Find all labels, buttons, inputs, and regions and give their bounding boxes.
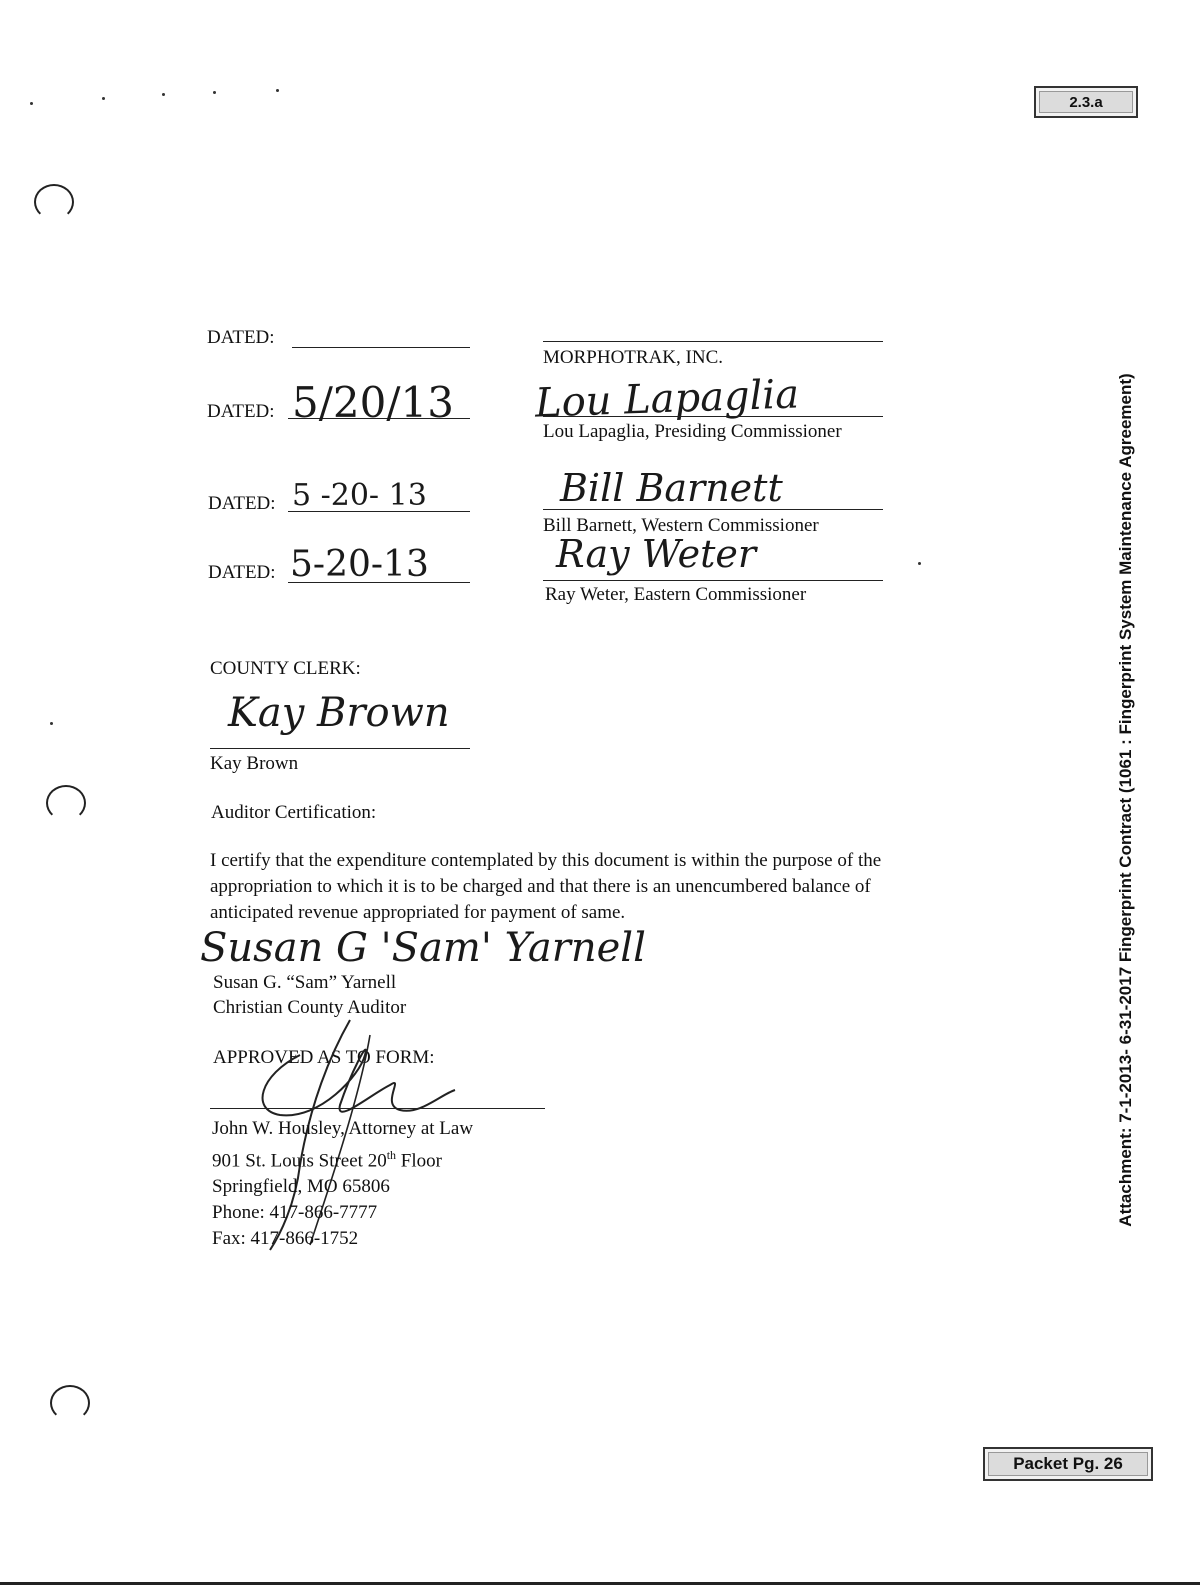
dated-label: DATED: [207,401,275,422]
statement-line: anticipated revenue appropriated for payment of same. [210,902,626,923]
clerk-name: Kay Brown [210,753,299,774]
attorney-phone: Phone: 417-866-7777 [212,1202,378,1224]
address-superscript: th [386,1148,397,1162]
dated-label: DATED: [208,493,276,514]
date-handwritten: 5 -20- 13 [292,478,427,513]
attorney-block [212,1116,473,1252]
signer-caption: Lou Lapaglia, Presiding Commissioner [543,421,842,442]
county-clerk-label: COUNTY CLERK: [210,658,361,679]
scan-speck [276,89,279,92]
address-text: 901 St. Louis Street 20 [212,1150,387,1172]
signer-caption: Ray Weter, Eastern Commissioner [545,584,807,605]
signature-lou-lapaglia: Lou Lapaglia [534,371,800,427]
company-signature-line [543,341,883,342]
scan-speck [50,722,53,725]
date-handwritten: 5-20-13 [290,544,429,585]
packet-page-tag [983,1447,1153,1481]
date-line [292,347,470,348]
clerk-signature-line [210,748,470,749]
attorney-name: John W. Housley, Attorney at Law [212,1118,474,1139]
date-handwritten: 5/20/13 [292,378,454,427]
dated-label: DATED: [207,327,275,348]
attorney-signature-line [210,1108,545,1109]
attorney-fax: Fax: 417-866-1752 [212,1228,359,1250]
signature-susan-yarnell: Susan G 'Sam' Yarnell [200,925,646,971]
company-name: MORPHOTRAK, INC. [543,347,723,368]
page-bottom-edge [0,1582,1200,1585]
address-text-end: Floor [396,1150,442,1172]
signature-ray-weter: Ray Weter [556,532,757,576]
scan-speck [30,102,33,105]
auditor-name: Susan G. “Sam” Yarnell [213,972,397,993]
statement-line: appropriation to which it is to be charged and that there is an unencumbered balance of [210,876,871,897]
auditor-statement [210,848,950,926]
scan-speck [213,91,216,94]
attachment-side-label: Attachment: 7-1-2013- 6-31-2017 Fingerprint Contract (1061 : Fingerprint System Maintenance Agreement) [1116,373,1135,1227]
attorney-address [212,1142,473,1174]
attorney-city: Springfield, MO 65806 [212,1176,390,1198]
signature-bill-barnett: Bill Barnett [560,466,783,510]
statement-line: I certify that the expenditure contemplated by this document is within the purpose of the [210,850,882,871]
page-section-tag-text: 2.3.a [1069,93,1103,111]
approved-label: APPROVED AS TO FORM: [213,1047,435,1068]
signature-kay-brown: Kay Brown [228,690,450,736]
page-section-tag [1034,86,1138,118]
dated-label: DATED: [208,562,276,583]
binder-hole-icon [34,184,74,220]
signer-line [543,580,883,581]
signer-line [543,416,883,417]
scan-speck [102,97,105,100]
signer-line [543,509,883,510]
binder-hole-icon [46,785,86,821]
scan-speck [162,93,165,96]
auditor-title: Christian County Auditor [213,997,407,1018]
scan-speck [918,562,921,565]
packet-page-text: Packet Pg. 26 [1013,1454,1123,1473]
auditor-heading: Auditor Certification: [211,802,377,823]
binder-hole-icon [50,1385,90,1421]
signer-caption: Bill Barnett, Western Commissioner [543,515,819,536]
